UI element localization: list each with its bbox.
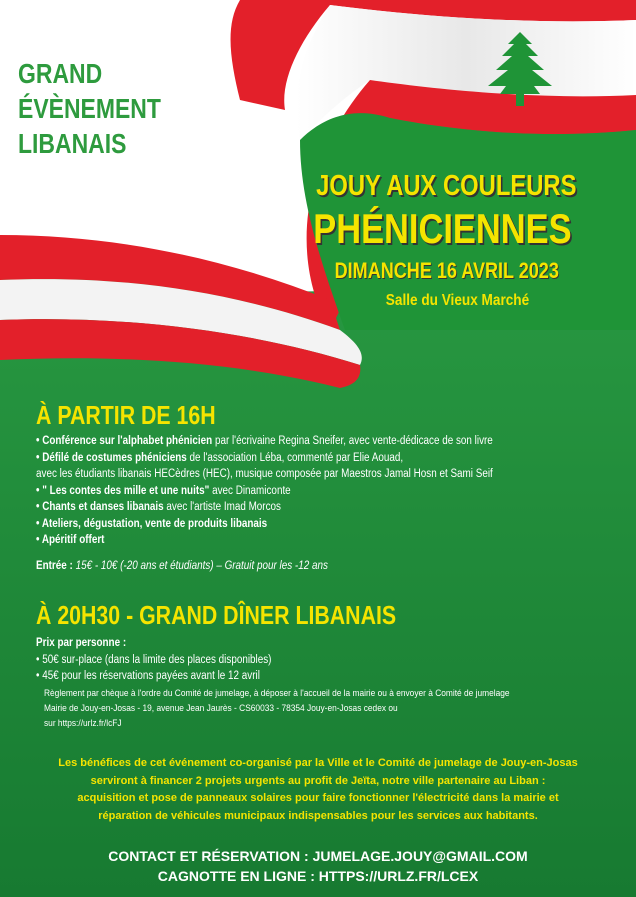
event-category-title xyxy=(18,56,198,161)
cedar-tree-icon xyxy=(482,30,558,110)
payment-line: Règlement par chèque à l'ordre du Comité de jumelage, à déposer à l'accueil de la mairie ou à envoyer à Comité de jumelage xyxy=(44,688,510,699)
title-line-2: ÉVÈNEMENT xyxy=(18,93,161,124)
afternoon-program-list xyxy=(36,433,596,549)
benefits-note xyxy=(18,755,618,825)
list-item: • Chants et danses libanais avec l'artiste Imad Morcos xyxy=(36,501,281,513)
main-title-line-2: PHÉNICIENNES xyxy=(313,205,572,252)
benefits-line: Les bénéfices de cet événement co-organisé par la Ville et le Comité de jumelage de Jouy-en-Josas xyxy=(58,757,578,769)
price-label: Prix par personne : xyxy=(36,637,127,649)
event-venue: Salle du Vieux Marché xyxy=(385,292,530,309)
benefits-line: réparation de véhicules municipaux indispensables pour les services aux habitants. xyxy=(98,809,538,822)
list-item: • Conférence sur l'alphabet phénicien par l'écrivaine Regina Sneifer, avec vente-dédicace de son livre xyxy=(36,435,493,447)
list-item: avec les étudiants libanais HECèdres (HEC), musique composée par Maestros Jamal Hosn et Sami Seif xyxy=(36,468,493,480)
contact-info xyxy=(0,846,636,886)
payment-line: sur https://urlz.fr/lcFJ xyxy=(44,718,122,729)
benefits-line: serviront à financer 2 projets urgents au profit de Jeïta, notre ville partenaire au Liban : xyxy=(90,774,546,787)
event-date: DIMANCHE 16 AVRIL 2023 xyxy=(334,258,559,283)
benefits-line: acquisition et pose de panneaux solaires pour faire fonctionner l'électricité dans la mairie et xyxy=(77,792,559,804)
afternoon-section-title: À PARTIR DE 16H xyxy=(36,400,216,430)
title-line-1: GRAND xyxy=(18,58,103,89)
payment-instructions xyxy=(44,686,604,731)
dinner-section-title: À 20H30 - GRAND DÎNER LIBANAIS xyxy=(36,600,397,630)
title-line-3: LIBANAIS xyxy=(18,128,127,159)
list-item: • Défilé de costumes phéniciens de l'association Léba, commenté par Elie Aouad, xyxy=(36,451,404,464)
payment-line: Mairie de Jouy-en-Josas - 19, avenue Jean Jaurès - CS60033 - 78354 Jouy-en-Josas cedex ou xyxy=(44,703,398,714)
dinner-prices xyxy=(36,635,536,685)
list-item: • Apéritif offert xyxy=(36,534,105,546)
entry-price xyxy=(36,558,536,575)
list-item: • 50€ sur-place (dans la limite des places disponibles) xyxy=(36,653,272,666)
main-title-line-1: JOUY AUX COULEURS xyxy=(316,170,577,202)
entry-value: 15€ - 10€ (-20 ans et étudiants) – Gratuit pour les -12 ans xyxy=(72,560,328,572)
crowdfunding-link: CAGNOTTE EN LIGNE : HTTPS://URLZ.FR/LCEX xyxy=(157,868,479,884)
entry-label: Entrée : xyxy=(36,560,73,572)
list-item: • Ateliers, dégustation, vente de produits libanais xyxy=(36,517,268,530)
list-item: • 45€ pour les réservations payées avant le 12 avril xyxy=(36,670,260,682)
list-item: • " Les contes des mille et une nuits" avec Dinamiconte xyxy=(36,484,291,497)
contact-email: CONTACT ET RÉSERVATION : JUMELAGE.JOUY@GMAIL.COM xyxy=(108,848,528,864)
